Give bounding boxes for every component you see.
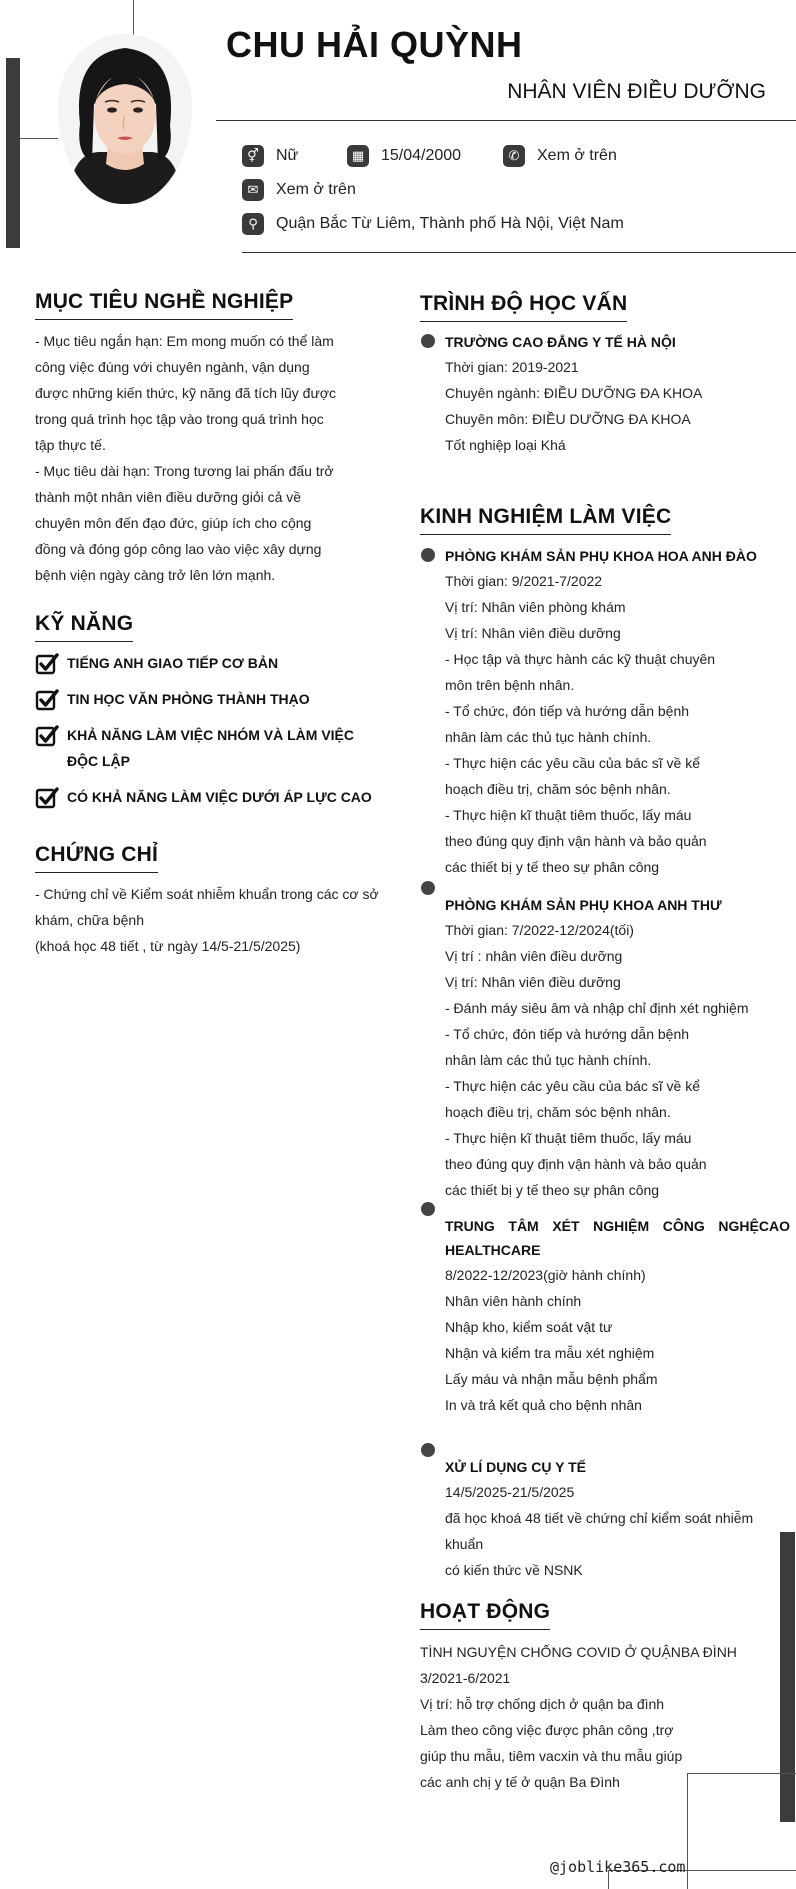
skill-item — [35, 686, 395, 712]
experience-entry — [445, 544, 790, 880]
certificates-text — [35, 881, 405, 959]
school-name: TRƯỜNG CAO ĐẲNG Y TẾ HÀ NỘI — [445, 334, 676, 350]
experience-line: theo đúng quy định vận hành và bảo quản — [445, 833, 707, 849]
experience-line: - Thực hiện kĩ thuật tiêm thuốc, lấy máu — [445, 807, 692, 823]
mail-icon: ✉ — [242, 179, 264, 201]
skill-item — [35, 722, 395, 774]
experience-line: Vị trí: Nhân viên phòng khám — [445, 599, 626, 615]
experience-line: Nhận và kiểm tra mẫu xét nghiệm — [445, 1345, 655, 1361]
experience-line: - Đánh máy siêu âm và nhập chỉ định xét nghiệm — [445, 1000, 749, 1016]
skills-title: KỸ NĂNG — [35, 612, 133, 642]
experience-line: 8/2022-12/2023(giờ hành chính) — [445, 1267, 646, 1283]
objective-line: tập thực tế. — [35, 437, 106, 453]
left-horizontal-line — [20, 138, 58, 139]
experience-line: các thiết bị y tế theo sự phân công — [445, 859, 660, 875]
experience-line: Thời gian: 7/2022-12/2024(tối) — [445, 922, 634, 938]
experience-line: Vị trí: Nhân viên điều dưỡng — [445, 625, 621, 641]
certificates-title: CHỨNG CHỈ — [35, 843, 158, 873]
objective-line: - Mục tiêu ngắn hạn: Em mong muốn có thể làm — [35, 333, 334, 349]
objective-line: bệnh viện ngày càng trở lên lớn mạnh. — [35, 567, 276, 583]
experience-line: theo đúng quy định vận hành và bảo quản — [445, 1156, 707, 1172]
job-title: NHÂN VIÊN ĐIỀU DƯỠNG — [507, 80, 766, 103]
experience-line: đã học khoá 48 tiết về chứng chỉ kiểm soát nhiễm — [445, 1510, 754, 1526]
candidate-name: CHU HẢI QUỲNH — [226, 24, 523, 65]
experience-line: - Thực hiện kĩ thuật tiêm thuốc, lấy máu — [445, 1130, 692, 1146]
activity-line: TÌNH NGUYỆN CHỐNG COVID Ở QUẬNBA ĐÌNH — [420, 1644, 737, 1660]
contact-birthday — [347, 145, 461, 167]
experience-line: hoạch điều trị, chăm sóc bệnh nhân. — [445, 1104, 671, 1120]
experience-line: - Học tập và thực hành các kỹ thuật chuyên — [445, 651, 716, 667]
profile-photo — [58, 34, 192, 204]
contact-gender — [242, 145, 298, 167]
experience-line: - Thực hiện các yêu cầu của bác sĩ về kể — [445, 755, 701, 771]
skill-item — [35, 650, 395, 676]
objective-line: được những kiến thức, kỹ năng đã tích lũy được — [35, 385, 336, 401]
company-name: PHÒNG KHÁM SẢN PHỤ KHOA HOA ANH ĐÀO — [445, 548, 757, 564]
contact-divider — [242, 252, 796, 253]
gender-value: Nữ — [276, 147, 299, 164]
location-pin-icon: ⚲ — [242, 213, 264, 235]
experience-entry — [445, 1200, 790, 1418]
activity-line: Làm theo công việc được phân công ,trợ — [420, 1722, 674, 1738]
activity-line: giúp thu mẫu, tiêm vacxin và thu mẫu giúp — [420, 1748, 683, 1764]
top-vertical-line — [133, 0, 134, 38]
timeline-bullet — [421, 1443, 435, 1457]
gender-icon: ⚥ — [242, 145, 264, 167]
left-accent-bar — [6, 58, 20, 248]
experience-line: In và trả kết quả cho bệnh nhân — [445, 1397, 642, 1413]
timeline-bullet — [421, 334, 435, 348]
experience-line: Nhập kho, kiểm soát vật tư — [445, 1319, 613, 1335]
certificates-section — [35, 843, 405, 959]
phone-icon: ✆ — [503, 145, 525, 167]
skill-label: KHẢ NĂNG LÀM VIỆC NHÓM VÀ LÀM VIỆC ĐỘC LẬP — [67, 727, 354, 769]
objective-line: đồng và đóng góp công lao vào việc xây dựng — [35, 541, 322, 557]
certificate-line: (khoá học 48 tiết , từ ngày 14/5-21/5/2025) — [35, 938, 301, 954]
experience-title: KINH NGHIỆM LÀM VIỆC — [420, 505, 671, 535]
contact-address — [242, 213, 624, 235]
timeline-bullet — [421, 548, 435, 562]
timeline-bullet — [421, 881, 435, 895]
education-line: Chuyên môn: ĐIỀU DƯỠNG ĐA KHOA — [445, 411, 691, 427]
skill-item — [35, 784, 395, 810]
experience-line: hoạch điều trị, chăm sóc bệnh nhân. — [445, 781, 671, 797]
birthday-value: 15/04/2000 — [381, 147, 462, 164]
skills-section — [35, 612, 395, 810]
certificate-line: - Chứng chỉ về Kiểm soát nhiễm khuẩn trong các cơ sở — [35, 886, 379, 902]
checkbox-checked-icon — [35, 688, 59, 712]
experience-entry — [445, 879, 790, 1203]
experience-line: nhân làm các thủ tục hành chính. — [445, 1052, 652, 1068]
objective-line: trong quá trình học tập vào trong quá trình học — [35, 411, 324, 427]
objective-line: thành một nhân viên điều dưỡng giỏi cả về — [35, 489, 302, 505]
experience-line: môn trên bệnh nhân. — [445, 677, 575, 693]
experience-entry — [445, 1441, 790, 1583]
objective-section — [35, 290, 395, 588]
certificate-line: khám, chữa bệnh — [35, 912, 144, 928]
skill-label: CÓ KHẢ NĂNG LÀM VIỆC DƯỚI ÁP LỰC CAO — [67, 789, 372, 805]
objective-title: MỤC TIÊU NGHỀ NGHIỆP — [35, 290, 293, 320]
experience-line: 14/5/2025-21/5/2025 — [445, 1484, 575, 1500]
education-title: TRÌNH ĐỘ HỌC VẤN — [420, 292, 627, 322]
email-value: Xem ở trên — [276, 181, 356, 198]
company-name: XỬ LÍ DỤNG CỤ Y TẾ — [445, 1459, 587, 1475]
checkbox-checked-icon — [35, 786, 59, 810]
checkbox-checked-icon — [35, 652, 59, 676]
contact-phone — [503, 145, 617, 167]
calendar-icon: ▦ — [347, 145, 369, 167]
experience-line: - Tổ chức, đón tiếp và hướng dẫn bệnh — [445, 703, 690, 719]
portrait-illustration — [58, 34, 192, 204]
experience-line: Vị trí: Nhân viên điều dưỡng — [445, 974, 621, 990]
activity-line: các anh chị y tế ở quận Ba Đình — [420, 1774, 620, 1790]
experience-line: Thời gian: 9/2021-7/2022 — [445, 573, 603, 589]
contact-email — [242, 179, 356, 201]
experience-line: khuẩn — [445, 1536, 484, 1552]
objective-line: công việc đúng với chuyên ngành, vận dụng — [35, 359, 310, 375]
skill-label: TIẾNG ANH GIAO TIẾP CƠ BẢN — [67, 655, 279, 671]
footer-watermark: @joblike365.com — [550, 1858, 686, 1876]
activities-title: HOẠT ĐỘNG — [420, 1600, 550, 1630]
activities-entry — [420, 1639, 765, 1795]
experience-line: - Tổ chức, đón tiếp và hướng dẫn bệnh — [445, 1026, 690, 1042]
activity-line: Vị trí: hỗ trợ chống dịch ở quận ba đình — [420, 1696, 665, 1712]
company-name: TRUNG TÂM XÉT NGHIỆM CÔNG NGHỆCAO HEALTHCARE — [445, 1218, 790, 1258]
objective-line: - Mục tiêu dài hạn: Trong tương lai phấn đấu trở — [35, 463, 334, 479]
skill-label: TIN HỌC VĂN PHÒNG THÀNH THẠO — [67, 691, 310, 707]
experience-line: Nhân viên hành chính — [445, 1293, 582, 1309]
timeline-bullet — [421, 1202, 435, 1216]
experience-line: Vị trí : nhân viên điều dưỡng — [445, 948, 623, 964]
education-entry — [445, 330, 790, 458]
header-divider — [216, 120, 796, 121]
company-name: PHÒNG KHÁM SẢN PHỤ KHOA ANH THƯ — [445, 897, 722, 913]
experience-line: Lấy máu và nhận mẫu bệnh phẩm — [445, 1371, 658, 1387]
experience-line: nhân làm các thủ tục hành chính. — [445, 729, 652, 745]
experience-line: có kiến thức về NSNK — [445, 1562, 583, 1578]
address-value: Quận Bắc Từ Liêm, Thành phố Hà Nội, Việt Nam — [276, 215, 624, 232]
education-line: Chuyên ngành: ĐIỀU DƯỠNG ĐA KHOA — [445, 385, 703, 401]
objective-text — [35, 328, 395, 588]
experience-line: các thiết bị y tế theo sự phân công — [445, 1182, 660, 1198]
checkbox-checked-icon — [35, 724, 59, 748]
objective-line: chuyên môn đến đạo đức, giúp ích cho cộng — [35, 515, 312, 531]
experience-line: - Thực hiện các yêu cầu của bác sĩ về kể — [445, 1078, 701, 1094]
skills-list — [35, 650, 395, 810]
phone-value: Xem ở trên — [537, 147, 617, 164]
education-line: Thời gian: 2019-2021 — [445, 359, 579, 375]
activity-line: 3/2021-6/2021 — [420, 1670, 511, 1686]
education-line: Tốt nghiệp loại Khá — [445, 437, 566, 453]
